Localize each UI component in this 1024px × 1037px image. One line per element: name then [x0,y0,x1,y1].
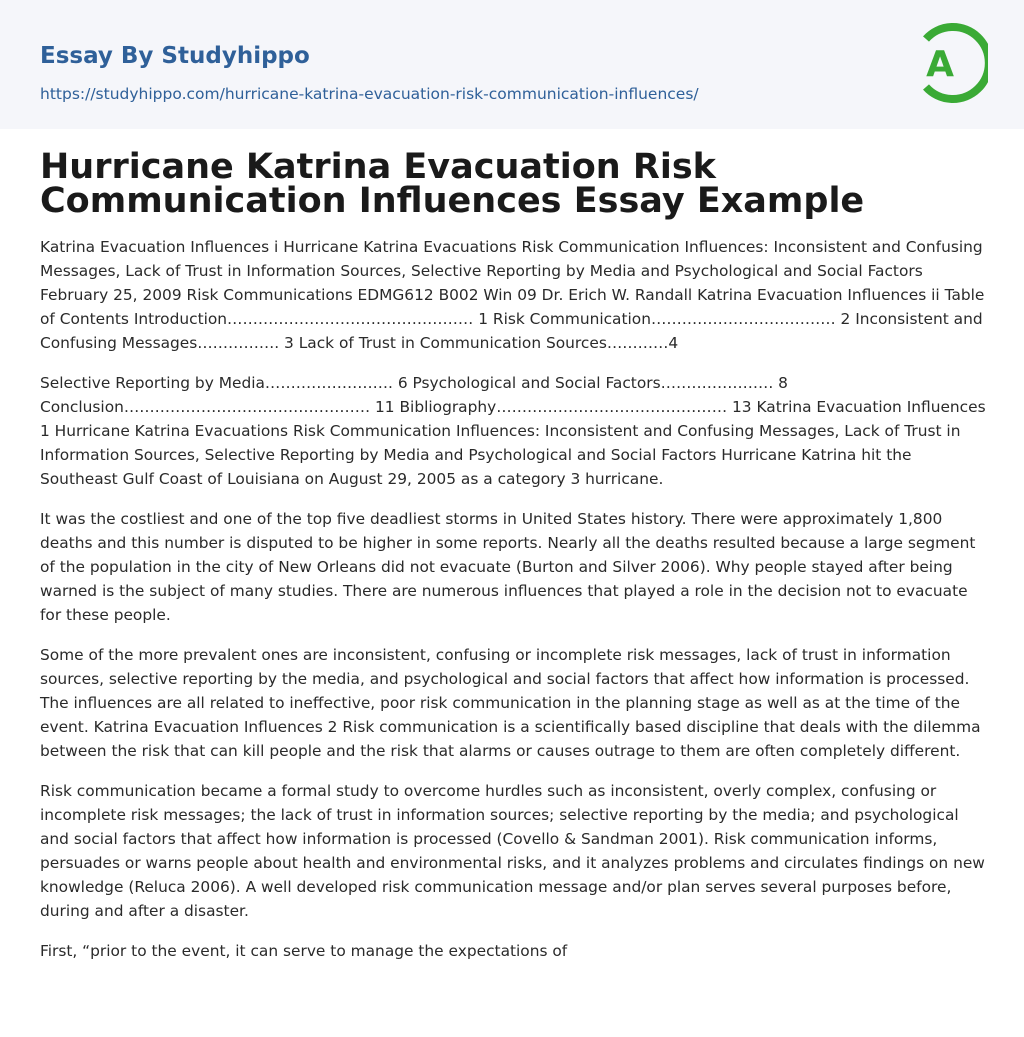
article-paragraph: Some of the more prevalent ones are inconsistent, confusing or incomplete risk messages, lack of trust in information sources, selective reporting by the media, and psychological and social factors that affect how information is processed. The influences are all related to ineffective, poor risk communication in the planning stage as well as at the time of the event. Katrina Evacuation Influences 2 Risk communication is a scientifically based discipline that deals with the dilemma between the risk that can kill people and the risk that alarms or causes outrage to them are often completely different. [40,646,981,760]
source-url-link[interactable]: https://studyhippo.com/hurricane-katrina-evacuation-risk-communication-influences/ [40,85,699,103]
article-paragraph: First, “prior to the event, it can serve to manage the expectations of [40,942,568,960]
article-paragraph: Risk communication became a formal study to overcome hurdles such as inconsistent, overly complex, confusing or incomplete risk messages; the lack of trust in information sources; selective reporting by the media; and psychological and social factors that affect how information is processed (Covello & Sandman 2001). Risk communication informs, persuades or warns people about health and environmental risks, and it analyzes problems and circulates findings on new knowledge (Reluca 2006). A well developed risk communication message and/or plan serves several purposes before, during and after a disaster. [40,782,985,920]
site-header [0,0,1024,129]
article-paragraph: It was the costliest and one of the top five deadliest storms in United States history. There were approximately 1,800 deaths and this number is disputed to be higher in some reports. Nearly all the deaths resulted because a large segment of the population in the city of New Orleans did not evacuate (Burton and Silver 2006). Why people stayed after being warned is the subject of many studies. There are numerous influences that played a role in the decision not to evacuate for these people. [40,510,976,624]
article-paragraph: Katrina Evacuation Influences i Hurricane Katrina Evacuations Risk Communication Influences: Inconsistent and Confusing Messages, Lack of Trust in Information Sources, Selective Reporting by Media and Psychological and Social Factors February 25, 2009 Risk Communications EDMG612 B002 Win 09 Dr. Erich W. Randall Katrina Evacuation Influences ii Table of Contents Introduction………………………………………… 1 Risk Communication……………………………… 2 Inconsistent and Confusing Messages……………. 3 Lack of Trust in Communication Sources…………4 [40,238,985,352]
article-paragraph: Selective Reporting by Media……………………. 6 Psychological and Social Factors…………………. 8 Conclusion………………………………………… 11 Bibliography……………………………………… 13 Katrina Evacuation Influences 1 Hurricane Katrina Evacuations Risk Communication Influences: Inconsistent and Confusing Messages, Lack of Trust in Information Sources, Selective Reporting by Media and Psychological and Social Factors Hurricane Katrina hit the Southeast Gulf Coast of Louisiana on August 29, 2005 as a category 3 hurricane. [40,374,986,488]
site-brand[interactable]: Essay By Studyhippo [40,43,310,69]
logo-letter: A [926,44,954,85]
article-content [40,147,986,979]
article-title: Hurricane Katrina Evacuation Risk Communication Influences Essay Example [40,147,865,221]
studyhippo-logo-icon[interactable] [912,18,988,108]
